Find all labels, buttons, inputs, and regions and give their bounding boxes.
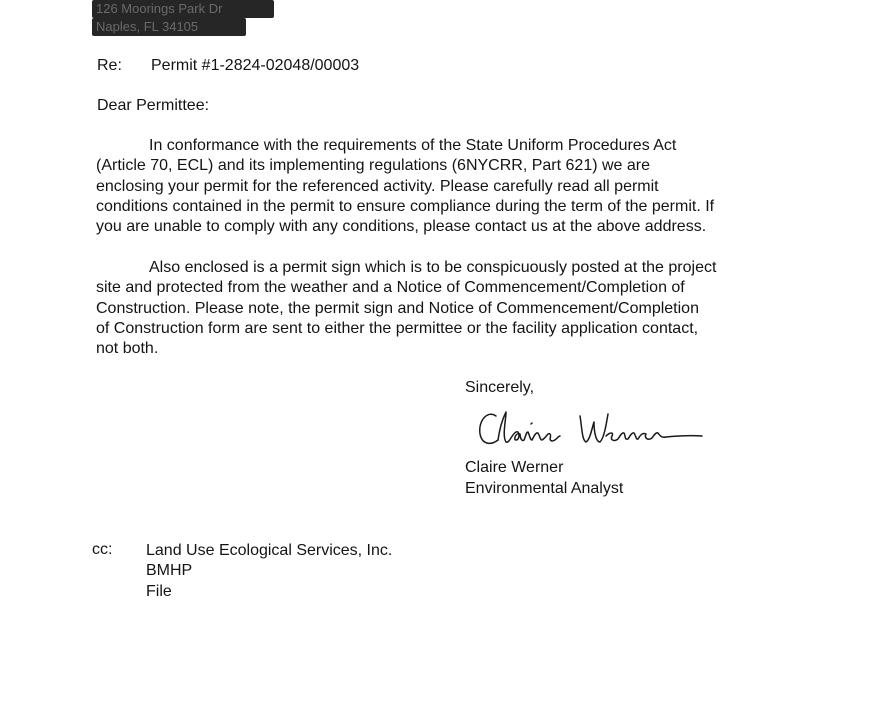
body-paragraph-2 xyxy=(96,258,796,359)
paragraph-line: Construction. Please note, the permit sign and Notice of Commencement/Completion xyxy=(96,299,699,317)
redacted-address xyxy=(92,0,272,38)
cc-recipient-list xyxy=(146,541,392,602)
paragraph-line: enclosing your permit for the referenced activity. Please carefully read all permit xyxy=(96,177,659,195)
paragraph-line: site and protected from the weather and a Notice of Commencement/Completion of xyxy=(96,279,685,297)
handwritten-signature xyxy=(476,406,706,452)
paragraph-line: not both. xyxy=(96,340,159,358)
paragraph-line: you are unable to comply with any conditions, please contact us at the above address. xyxy=(96,218,707,236)
paragraph-line: (Article 70, ECL) and its implementing regulations (6NYCRR, Part 621) we are xyxy=(96,157,651,175)
paragraph-line: Also enclosed is a permit sign which is to be conspicuously posted at the project xyxy=(149,259,717,276)
salutation: Dear Permittee: xyxy=(97,97,210,114)
paragraph-line: of Construction form are sent to either the permittee or the facility application contact, xyxy=(96,319,699,337)
permit-number: Permit #1-2824-02048/00003 xyxy=(151,57,360,74)
paragraph-line: In conformance with the requirements of the State Uniform Procedures Act xyxy=(149,137,677,154)
closing: Sincerely, xyxy=(465,379,535,396)
cc-recipient: BMHP xyxy=(146,562,193,580)
signer-name: Claire Werner xyxy=(465,459,564,476)
cc-recipient: File xyxy=(146,582,172,600)
cc-recipient: Land Use Ecological Services, Inc. xyxy=(146,542,393,559)
cc-label: cc: xyxy=(92,541,113,558)
signer-title: Environmental Analyst xyxy=(465,480,624,497)
reference-label: Re: xyxy=(97,57,122,74)
redacted-address-line: Naples, FL 34105 xyxy=(92,18,246,36)
paragraph-line: conditions contained in the permit to ensure compliance during the term of the permit. If xyxy=(96,197,715,215)
reference-line xyxy=(97,57,359,75)
redacted-address-line: 126 Moorings Park Dr xyxy=(92,0,274,18)
body-paragraph-1 xyxy=(96,136,796,237)
